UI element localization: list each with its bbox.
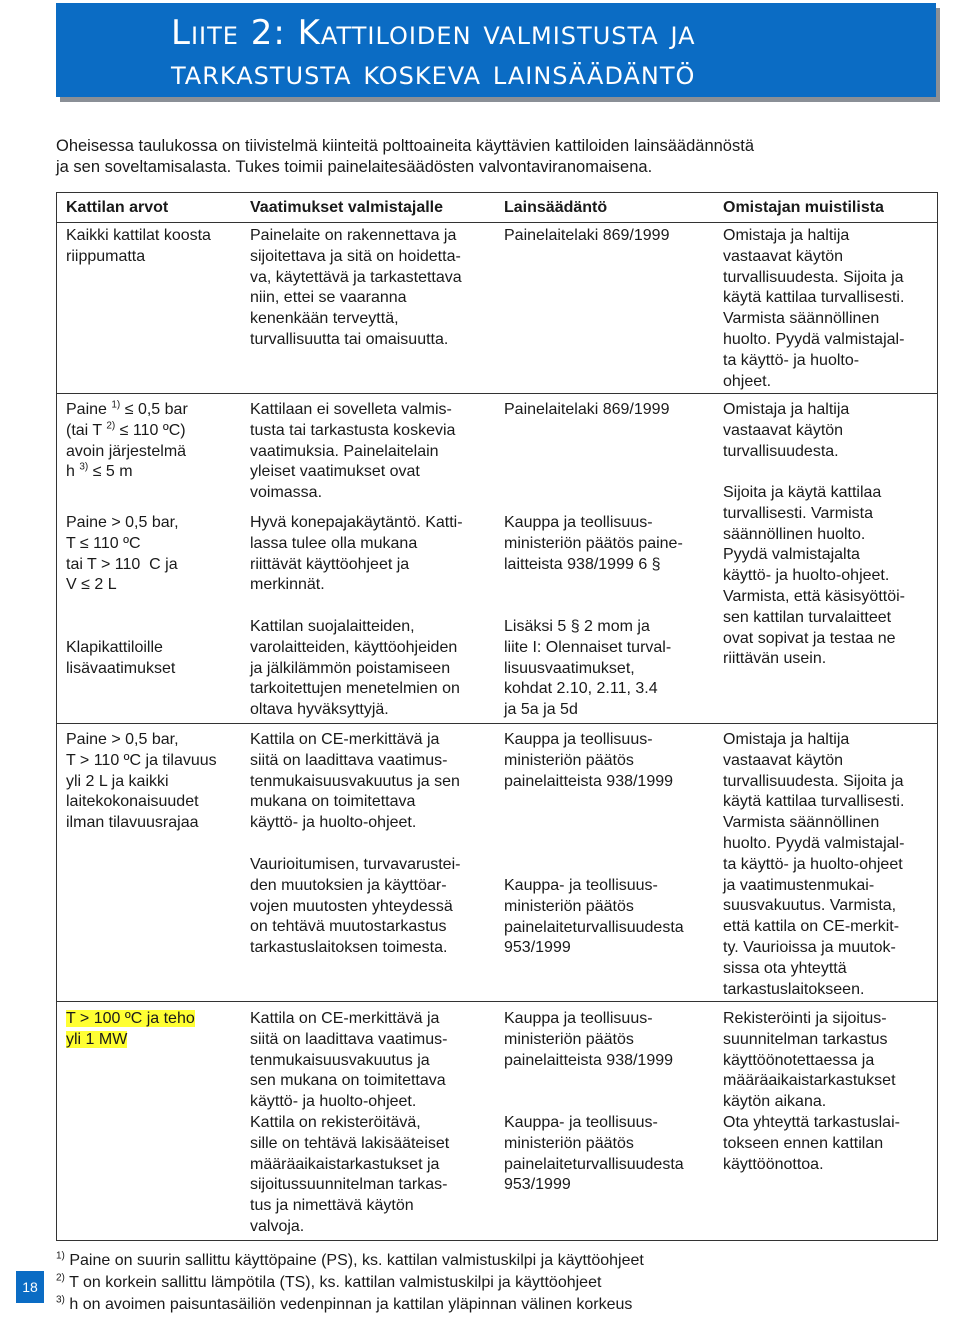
intro-paragraph xyxy=(56,136,906,178)
header-omistajan-muistilista: Omistajan muistilista xyxy=(723,199,884,216)
row2-requirements-a: Kattilaan ei sovelleta valmis- tusta tai tarkastusta koskevia vaatimuksia. Painelaitelain yleiset vaatimukset ovat voimassa. xyxy=(250,401,456,502)
footnote-3: $^{3)}$ h on avoimen paisuntasäiliön vedenpinnan ja kattilan yläpinnan välinen korkeus xyxy=(56,1294,633,1313)
row2-values-log-boilers: Klapikattiloille lisävaatimukset xyxy=(66,639,176,677)
row2-legislation-b: Kauppa ja teollisuus- ministeriön päätös paine- laitteista 938/1999 6 § xyxy=(504,514,683,573)
row3-requirements-b: Vaurioitumisen, turvavarustei- den muutoksien ja käyttöar- vojen muutosten yhteydessä on tehtävä muutostarkastus tarkastuslaitoksen toimesta. xyxy=(250,856,461,957)
footnote-1: $^{1)}$ Paine on suurin sallittu käyttöpaine (PS), ks. kattilan valmistuskilpi ja käyttöohjeet xyxy=(56,1250,644,1269)
row1-values: Kaikki kattilat koosta riippumatta xyxy=(66,227,211,265)
row3-legislation-b: Kauppa- ja teollisuus- ministeriön päätös painelaiteturvallisuudesta 953/1999 xyxy=(504,877,684,957)
page-title-line-1: Liite 2: Kattiloiden valmistusta ja xyxy=(171,13,696,53)
footnote-2: $^{2)}$ T on korkein sallittu lämpötila (TS), ks. kattilan valmistuskilpi ja käyttöohjeet xyxy=(56,1272,602,1291)
row1-owner-checklist: Omistaja ja haltija vastaavat käytön turvallisuudesta. Sijoita ja käytä kattilaa turvallisesti. Varmista säännöllinen huolto. Pyydä valmistajal- ta käyttö- ja huolto- ohjeet. xyxy=(723,227,905,390)
row2-requirements-b: Hyvä konepajakäytäntö. Katti- lassa tulee olla mukana riittävät käyttöohjeet ja merkinnät. xyxy=(250,514,463,594)
row3-requirements-a: Kattila on CE-merkittävä ja siitä on laadittava vaatimus- tenmukaisuusvakuutus ja sen mukana on toimitettava käyttö- ja huolto-ohjeet. xyxy=(250,731,460,832)
highlighted-text: T > 100 ºC ja teho yli 1 MW xyxy=(66,1010,195,1048)
row4-legislation-b: Kauppa- ja teollisuus- ministeriön päätös painelaiteturvallisuudesta 953/1999 xyxy=(504,1114,684,1194)
row2-legislation-a: Painelaitelaki 869/1999 xyxy=(504,401,670,418)
footnote-ref: 2) xyxy=(106,420,116,432)
intro-line-1: Oheisessa taulukossa on tiivistelmä kiinteitä polttoaineita käyttävien kattiloiden lainsäädännöstä xyxy=(56,137,754,155)
header-kattilan-arvot: Kattilan arvot xyxy=(66,199,169,216)
page-title-line-2: tarkastusta koskeva lainsäädäntö xyxy=(171,53,696,93)
row3-legislation-a: Kauppa ja teollisuus- ministeriön päätös painelaitteista 938/1999 xyxy=(504,731,674,790)
row-divider xyxy=(57,393,937,394)
row-divider xyxy=(57,1001,937,1002)
row4-legislation-a: Kauppa ja teollisuus- ministeriön päätös painelaitteista 938/1999 xyxy=(504,1010,674,1069)
header-lainsaadanto: Lainsäädäntö xyxy=(504,199,608,216)
row4-requirements: Kattila on CE-merkittävä ja siitä on laadittava vaatimus- tenmukaisuusvakuutus ja sen mukana on toimitettava käyttö- ja huolto-ohjeet. Kattila on rekisteröitävä, sille on tehtävä lakisääteiset määräaikaistarkastukset ja sijoitussuunnitelman tarkas- tus ja nimettävä käytön valvoja. xyxy=(250,1010,450,1235)
row1-requirements: Painelaite on rakennettava ja sijoitettava ja sitä on hoidetta- va, käytettävä ja tarkastettava niin, ettei se vaaranna kenenkään terveyttä, turvallisuutta tai omaisuutta. xyxy=(250,227,462,348)
page-number: 18 xyxy=(16,1271,44,1303)
row-divider xyxy=(57,723,937,724)
row2-owner-checklist-b: Sijoita ja käytä kattilaa turvallisesti. Varmista säännöllinen huolto. Pyydä valmistajalta käyttö- ja huolto-ohjeet. Varmista, että käsisyöttöi- sen kattilan turvalaitteet ovat sopivat ja testaa ne riittävän usein. xyxy=(723,484,905,668)
row4-owner-checklist: Rekisteröinti ja sijoitus- suunnitelman tarkastus käyttöönotettaessa ja määräaikaistarkastukset käytön aikana. Ota yhteyttä tarkastuslai- tokseen ennen kattilan käyttöönottoa. xyxy=(723,1010,900,1173)
row3-values: Paine > 0,5 bar, T > 110 ºC ja tilavuus yli 2 L ja kaikki laitekokonaisuudet ilman tilavuusrajaa xyxy=(66,731,217,832)
table-header xyxy=(57,193,937,223)
page-title xyxy=(171,13,960,93)
row2-legislation-c: Lisäksi 5 § 2 mom ja liite I: Olennaiset turval- lisuusvaatimukset, kohdat 2.10, 2.11, 3.4 ja 5a ja 5d xyxy=(504,618,672,719)
row2-values-low-pressure: Paine $^{1)}$ ≤ 0,5 bar (tai T $^{2)}$ ≤ 110 ºC) avoin järjestelmä h $^{3)}$ ≤ 5 m xyxy=(66,399,188,481)
footnote-ref: 3) xyxy=(79,462,89,474)
row2-values-small-volume: Paine > 0,5 bar, T ≤ 110 ºC tai T > 110 C ja V ≤ 2 L xyxy=(66,514,179,594)
row2-owner-checklist-a: Omistaja ja haltija vastaavat käytön turvallisuudesta. xyxy=(723,401,850,460)
header-vaatimukset: Vaatimukset valmistajalle xyxy=(250,199,443,216)
row2-requirements-c: Kattilan suojalaitteiden, varolaitteiden, käyttöohjeiden ja jälkilämmön poistamiseen tarkoitettujen menetelmien on oltava hyväksyttyjä. xyxy=(250,618,460,719)
legislation-table xyxy=(56,192,938,1241)
footnotes xyxy=(56,1250,916,1316)
row4-values xyxy=(66,1009,195,1051)
row3-owner-checklist: Omistaja ja haltija vastaavat käytön turvallisuudesta. Sijoita ja käytä kattilaa turvallisesti. Varmista säännöllinen huolto. Pyydä valmistajal- ta käyttö- ja huolto-ohjeet ja vaatimustenmukai- suusvakuutus. Varmista, että kattila on CE-merkit- ty. Vaurioissa ja muutok- sissa ota yhteyttä tarkastuslaitokseen. xyxy=(723,731,905,998)
intro-line-2: ja sen soveltamisalasta. Tukes toimii painelaitesäädösten valvontaviranomaisena. xyxy=(56,158,653,176)
title-banner xyxy=(56,3,936,97)
row1-legislation: Painelaitelaki 869/1999 xyxy=(504,227,670,244)
footnote-ref: 1) xyxy=(111,399,121,411)
